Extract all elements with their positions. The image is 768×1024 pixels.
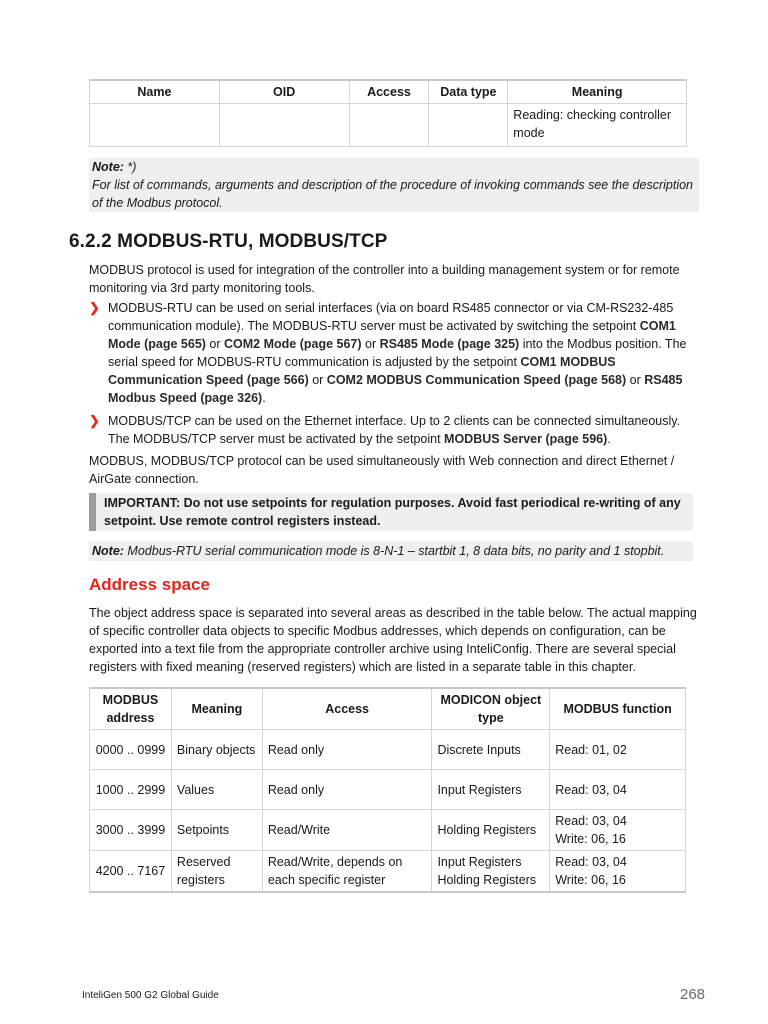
chevron-right-icon: ❯ (89, 300, 100, 315)
note-box (89, 158, 699, 212)
setpoint-link[interactable]: COM1 MODBUS Communication Speed (page 566) (108, 355, 616, 387)
bullet-item (89, 412, 699, 448)
address-table (89, 687, 686, 893)
setpoint-link[interactable]: RS485 Mode (page 325) (379, 337, 520, 351)
address-table-header: Access (262, 688, 432, 730)
chevron-right-icon: ❯ (89, 413, 100, 428)
address-cell: 1000 .. 2999 (90, 770, 172, 810)
meaning-cell: Values (171, 770, 262, 810)
address-space-paragraph: The object address space is separated into several areas as described in the table below. The actual mapping of specific controller data objects to specific Modbus addresses, which depends on configuration, can be exported into a text file from the appropriate controller archive using InteliConfig. There are several special registers with fixed meaning (reserved registers) which are listed in a separate table in this chapter. (89, 606, 697, 674)
table-cell (349, 104, 429, 147)
access-cell: Read/Write, depends on each specific register (262, 851, 432, 893)
bullet-text-part: or (308, 373, 327, 387)
type-cell: Input Registers (432, 770, 550, 810)
table-cell (429, 104, 508, 147)
address-table-header: MODBUS function (550, 688, 686, 730)
bullet-text-part: or (626, 373, 645, 387)
access-cell: Read only (262, 770, 432, 810)
page-number: 268 (680, 986, 706, 1003)
top-table-header: Name (90, 80, 220, 104)
important-box: IMPORTANT: Do not use setpoints for regulation purposes. Avoid fast periodical re-writing of any setpoint. Use remote control registers instead. (89, 493, 693, 531)
meaning-cell: Binary objects (171, 730, 262, 770)
table-row (90, 851, 686, 893)
setpoint-link[interactable]: COM1 Mode (page 565) (108, 319, 676, 351)
address-table-header-row (90, 688, 686, 730)
function-cell: Read: 03, 04 (550, 770, 686, 810)
note-text: Modbus-RTU serial communication mode is 8-N-1 – startbit 1, 8 data bits, no parity and 1 stopbit. (123, 544, 665, 558)
simultaneous-paragraph: MODBUS, MODBUS/TCP protocol can be used simultaneously with Web connection and direct Ethernet / AirGate connection. (89, 454, 675, 486)
bullet-text-part: or (361, 337, 380, 351)
note-label-line (92, 158, 696, 176)
setpoint-link[interactable]: COM2 MODBUS Communication Speed (page 568) (326, 373, 627, 387)
bullet-text-part: MODBUS-RTU can be used on serial interfaces (via on board RS485 connector or via CM-RS232-485 communication module). The MODBUS-RTU server must be activated by switching the setpoint (108, 301, 674, 333)
footer-guide-title: InteliGen 500 G2 Global Guide (82, 990, 219, 1001)
bullet-text-part: or (205, 337, 224, 351)
type-cell (432, 851, 550, 893)
table-row (90, 770, 686, 810)
function-line: Read: 03, 04 (555, 814, 627, 828)
function-line: Write: 06, 16 (555, 873, 626, 887)
bullet-item (89, 299, 699, 407)
table-row (90, 810, 686, 851)
function-cell: Read: 01, 02 (550, 730, 686, 770)
table-cell (219, 104, 349, 147)
table-row (90, 104, 687, 147)
note-label: Note: (92, 544, 124, 558)
note-box (89, 541, 693, 561)
top-table-header: Data type (429, 80, 508, 104)
address-space-heading: Address space (89, 575, 210, 594)
bullet-text-part: . (262, 391, 266, 405)
top-table (89, 79, 687, 147)
bullet-text (108, 299, 699, 407)
access-cell: Read only (262, 730, 432, 770)
table-cell (90, 104, 220, 147)
address-cell: 3000 .. 3999 (90, 810, 172, 851)
top-table-header: Meaning (508, 80, 687, 104)
bullet-text-part: MODBUS/TCP can be used on the Ethernet interface. Up to 2 clients can be connected simultaneously. The MODBUS/TCP server must be activated by the setpoint (108, 414, 681, 446)
section-heading: 6.2.2 MODBUS-RTU, MODBUS/TCP (69, 231, 388, 252)
setpoint-link[interactable]: RS485 Modbus Speed (page 326) (108, 373, 683, 405)
type-cell: Discrete Inputs (432, 730, 550, 770)
intro-paragraph: MODBUS protocol is used for integration of the controller into a building management system or for remote monitoring via 3rd party monitoring tools. (89, 263, 680, 295)
function-cell (550, 810, 686, 851)
function-line: Read: 03, 04 (555, 855, 627, 869)
setpoint-link[interactable]: COM2 Mode (page 567) (224, 337, 362, 351)
note-label-suffix: *) (123, 160, 137, 174)
type-line: Holding Registers (437, 873, 537, 887)
bullet-text-part: into the Modbus position. The serial speed for MODBUS-RTU communication is adjusted by the setpoint (108, 337, 687, 369)
top-table-header: OID (219, 80, 349, 104)
type-cell: Holding Registers (432, 810, 550, 851)
note-label: Note: (92, 160, 124, 174)
function-line: Write: 06, 16 (555, 832, 626, 846)
note-text: For list of commands, arguments and description of the procedure of invoking commands see the description of the Modbus protocol. (92, 178, 694, 210)
access-cell: Read/Write (262, 810, 432, 851)
top-table-header: Access (349, 80, 429, 104)
function-cell (550, 851, 686, 893)
table-cell: Reading: checking controller mode (508, 104, 687, 147)
setpoint-link[interactable]: MODBUS Server (page 596) (444, 432, 608, 446)
table-row (90, 730, 686, 770)
meaning-cell: Setpoints (171, 810, 262, 851)
type-line: Input Registers (437, 855, 522, 869)
address-cell: 0000 .. 0999 (90, 730, 172, 770)
bullet-text (108, 412, 699, 448)
address-table-header: Meaning (171, 688, 262, 730)
top-table-header-row (90, 80, 687, 104)
address-table-header: MODBUS address (90, 688, 172, 730)
address-table-header: MODICON object type (432, 688, 550, 730)
address-cell: 4200 .. 7167 (90, 851, 172, 893)
bullet-text-part: . (607, 432, 611, 446)
meaning-cell: Reserved registers (171, 851, 262, 893)
